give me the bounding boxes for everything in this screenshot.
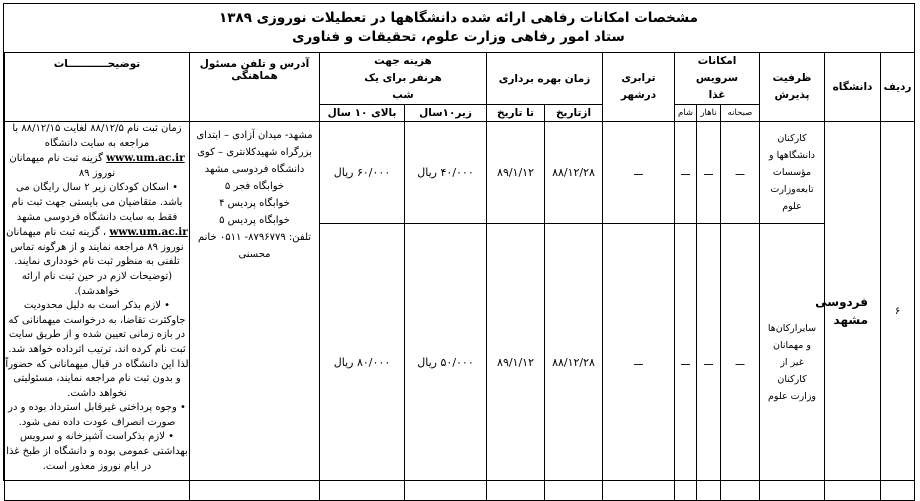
contact-name: محسنی [238, 249, 271, 260]
note-capacity-limit: • لازم بذکر است به دلیل محدودیت جاوکثرت تقاضا، به درخواست میهمانانی که در بازه زمانی تعیین شده و از طریق سایت ثبت نام کرده اند، ترتیب اثرداده خواهد شد. لذا این دانشگاه در قبال میهمانانی که حضوراً و بدون ثبت نام مراجعه نمایند، مسئولیتی نخواهد داشت. [5, 300, 189, 399]
to-date-cell: ۸۹/۱/۱۲ [487, 122, 545, 224]
address-line: خوابگاه پردیس ۴ [219, 198, 290, 209]
transport-cell: ـــ [603, 122, 675, 224]
header-university: دانشگاه [825, 53, 881, 122]
cost-over-10-cell: ۸۰/۰۰۰ ریال [320, 224, 405, 501]
cost-over-10-cell: ۶۰/۰۰۰ ریال [320, 122, 405, 224]
transport-cell: ـــ [603, 224, 675, 501]
from-date-cell: ۸۸/۱۲/۲۸ [545, 224, 603, 501]
table-row [5, 122, 915, 224]
header-row-number: ردیف [881, 53, 915, 122]
breakfast-cell: ـــ [721, 122, 760, 224]
university-website-link[interactable]: www.um.ac.ir [106, 152, 185, 165]
university-name: فردوسی مشهد [825, 122, 881, 501]
to-date-cell: ۸۹/۱/۱۲ [487, 224, 545, 501]
facilities-table [4, 52, 915, 501]
note-registration: زمان ثبت نام ۸۸/۱۲/۵ لغایت ۸۸/۱۲/۱۵ با مراجعه به سایت دانشگاه www.um.ac.ir گزینه ثبت نام میهمانان نوروز ۸۹ [9, 123, 185, 179]
document-page [3, 3, 915, 481]
document-title: مشخصات امکانات رفاهی ارائه شده دانشگاهها در تعطیلات نوروزی ۱۳۸۹ [219, 10, 698, 26]
header-lunch: ناهار [697, 105, 721, 122]
note-kitchen: • لازم بذکراست آشپزخانه و سرویس بهداشتی عمومی بوده و دانشگاه از طبخ غذا در ایام نوروز معذور است. [6, 431, 188, 472]
header-capacity: ظرفیت پذیرش [760, 53, 825, 122]
header-address-contact: آدرس و تلفن مسئول هماهنگی [190, 53, 320, 122]
address-line: خوابگاه پردیس ۵ [219, 215, 290, 226]
address-line: دانشگاه فردوسی مشهد [204, 164, 305, 175]
header-operation-period: زمان بهره برداری [487, 53, 603, 105]
dinner-cell: ـــ [675, 122, 697, 224]
contact-phone: تلفن: ۸۷۹۶۷۷۹- ۰۵۱۱ خانم [197, 232, 312, 243]
header-breakfast: صبحانه [721, 105, 760, 122]
address-line: بزرگراه شهیدکلانتری – کوی [197, 147, 312, 158]
from-date-cell: ۸۸/۱۲/۲۸ [545, 122, 603, 224]
row-number: ۶ [881, 122, 915, 501]
lunch-cell: ـــ [697, 224, 721, 501]
dinner-cell: ـــ [675, 224, 697, 501]
capacity-cell: کارکنان دانشگاهها و مؤسسات تابعه‌وزارت علوم [760, 122, 825, 224]
address-contact-cell [190, 122, 320, 501]
header-to-date: تا تاریخ [487, 105, 545, 122]
note-refund: • وجوه پرداختی غیرقابل استرداد بوده و در صورت انصراف عودت داده نمی شود. [8, 402, 186, 428]
header-under-10: زیر۱۰سال [405, 105, 487, 122]
header-over-10: بالای ۱۰ سال [320, 105, 405, 122]
header-dinner: شام [675, 105, 697, 122]
title-block [4, 4, 913, 53]
notes-cell [5, 122, 190, 501]
header-notes: توضیحـــــــــــات [5, 53, 190, 122]
address-line: خوابگاه فجر ۵ [224, 181, 285, 192]
note-children: • اسکان کودکان زیر ۲ سال رایگان می باشد. متقاضیان می بایستی جهت ثبت نام فقط به سایت دانشگاه فردوسی مشهد www.um.ac.ir ، گزینه ثبت نام میهمانان نوروز ۸۹ مراجعه نمایند و از هرگونه تماس تلفنی به منظور ثبت نام خودداری نمایند. (توضیحات لازم در حین ثبت نام ارائه خواهدشد). [6, 182, 188, 297]
address-line: مشهد- میدان آزادی – ابتدای [196, 130, 313, 141]
document-subtitle: ستاد امور رفاهی وزارت علوم، تحقیقات و فناوری [292, 29, 625, 45]
cost-under-10-cell: ۵۰/۰۰۰ ریال [405, 224, 487, 501]
header-transport: ترابری درشهر [603, 53, 675, 122]
university-website-link[interactable]: www.um.ac.ir [109, 226, 188, 239]
lunch-cell: ـــ [697, 122, 721, 224]
cost-under-10-cell: ۴۰/۰۰۰ ریال [405, 122, 487, 224]
breakfast-cell: ـــ [721, 224, 760, 501]
header-from-date: ازتاریخ [545, 105, 603, 122]
header-meal-services: امکانات سرویس غذا [675, 53, 760, 105]
capacity-cell: سایرارکان‌ها و مهمانان غیر از کارکنان وزارت علوم [760, 224, 825, 501]
header-cost-per-night: هزینه جهت هرنفر برای یک شب [320, 53, 487, 105]
